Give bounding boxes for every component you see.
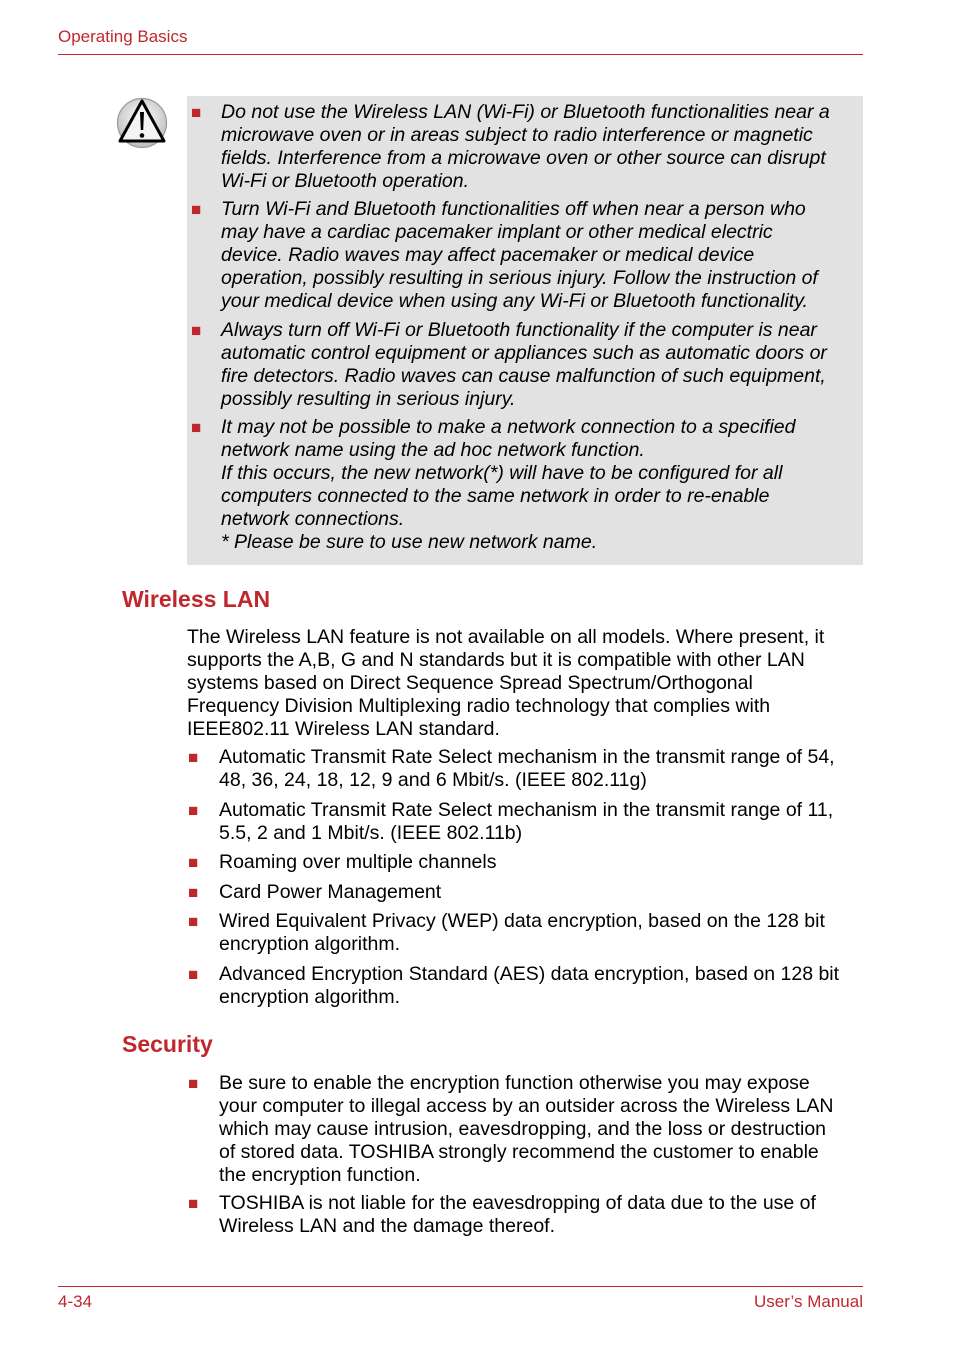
text-line: the encryption function. [219,1164,421,1186]
manual-title: User’s Manual [754,1292,863,1311]
wireless-lan-intro [187,626,824,741]
text-line: your medical device when using any Wi-Fi or Bluetooth functionality. [221,290,808,312]
footer-rule [58,1286,863,1287]
text-line: The Wireless LAN feature is not available on all models. Where present, it [187,626,825,648]
page-number: 4-34 [58,1292,93,1311]
text-line: computers connected to the same network in order to re-enable [221,485,770,507]
bullet-square-icon: ■ [191,103,202,122]
text-line: automatic control equipment or appliances such as automatic doors or [221,342,827,364]
text-line: Card Power Management [219,881,442,903]
bullet-square-icon: ■ [188,883,199,902]
text-line: encryption algorithm. [219,933,401,955]
bullet-square-icon: ■ [188,965,199,984]
text-line: network connections. [221,508,405,530]
text-line: Automatic Transmit Rate Select mechanism in the transmit range of 54, [219,746,835,768]
text-line: Wi-Fi or Bluetooth operation. [221,170,470,192]
wireless-lan-feature-text [219,851,496,874]
text-line: If this occurs, the new network(*) will have to be configured for all [221,462,783,484]
text-line: Turn Wi-Fi and Bluetooth functionalities off when near a person who [221,198,806,220]
text-line: device. Radio waves may affect pacemaker or medical device [221,244,755,266]
text-line: 48, 36, 24, 18, 12, 9 and 6 Mbit/s. (IEEE 802.11g) [219,769,647,791]
warning-text [221,319,827,411]
warning-text [221,416,796,554]
bullet-square-icon: ■ [188,748,199,767]
text-line: Frequency Division Multiplexing radio technology that complies with [187,695,771,717]
text-line: operation, possibly resulting in serious injury. Follow the instruction of [221,267,818,289]
text-line: Advanced Encryption Standard (AES) data encryption, based on 128 bit [219,963,840,985]
text-line: Wireless LAN and the damage thereof. [219,1215,556,1237]
wireless-lan-heading: Wireless LAN [122,586,271,612]
security-note-text [219,1192,816,1238]
wireless-lan-feature-text [219,963,839,1009]
text-line: Wired Equivalent Privacy (WEP) data encryption, based on the 128 bit [219,910,825,932]
bullet-square-icon: ■ [188,801,199,820]
wireless-lan-feature-text [219,881,441,904]
text-line: your computer to illegal access by an outsider across the Wireless LAN [219,1095,834,1117]
bullet-square-icon: ■ [188,912,199,931]
bullet-square-icon: ■ [188,853,199,872]
warning-text [221,198,818,313]
wireless-lan-feature-text [219,799,833,845]
text-line: IEEE802.11 Wireless LAN standard. [187,718,500,740]
text-line: Do not use the Wireless LAN (Wi-Fi) or Bluetooth functionalities near a [221,101,830,123]
text-line: which may cause intrusion, eavesdropping, and the loss or destruction [219,1118,827,1140]
text-line: fields. Interference from a microwave oven or other source can disrupt [221,147,826,169]
text-line: Be sure to enable the encryption function otherwise you may expose [219,1072,810,1094]
text-line: It may not be possible to make a network connection to a specified [221,416,796,438]
running-header: Operating Basics [58,27,188,46]
text-line: 5.5, 2 and 1 Mbit/s. (IEEE 802.11b) [219,822,523,844]
wireless-lan-feature-text [219,746,835,792]
wireless-lan-feature-text [219,910,825,956]
text-line: possibly resulting in serious injury. [221,388,516,410]
text-line: may have a cardiac pacemaker implant or other medical electric [221,221,773,243]
text-line: supports the A,B, G and N standards but it is compatible with other LAN [187,649,805,671]
header-rule [58,54,863,55]
text-line: microwave oven or in areas subject to radio interference or magnetic [221,124,813,146]
text-line: network name using the ad hoc network function. [221,439,645,461]
security-heading: Security [122,1031,213,1057]
warning-triangle-icon [116,97,168,149]
text-line: Automatic Transmit Rate Select mechanism in the transmit range of 11, [219,799,834,821]
text-line: systems based on Direct Sequence Spread Spectrum/Orthogonal [187,672,753,694]
text-line: Always turn off Wi-Fi or Bluetooth functionality if the computer is near [221,319,817,341]
text-line: fire detectors. Radio waves can cause malfunction of such equipment, [221,365,826,387]
warning-text [221,101,830,193]
bullet-square-icon: ■ [191,321,202,340]
bullet-square-icon: ■ [191,418,202,437]
bullet-square-icon: ■ [188,1074,199,1093]
bullet-square-icon: ■ [188,1194,199,1213]
text-line: * Please be sure to use new network name. [221,531,598,553]
text-line: Roaming over multiple channels [219,851,497,873]
text-line: TOSHIBA is not liable for the eavesdropping of data due to the use of [219,1192,816,1214]
bullet-square-icon: ■ [191,200,202,219]
text-line: of stored data. TOSHIBA strongly recommend the customer to enable [219,1141,819,1163]
security-note-text [219,1072,834,1187]
text-line: encryption algorithm. [219,986,401,1008]
